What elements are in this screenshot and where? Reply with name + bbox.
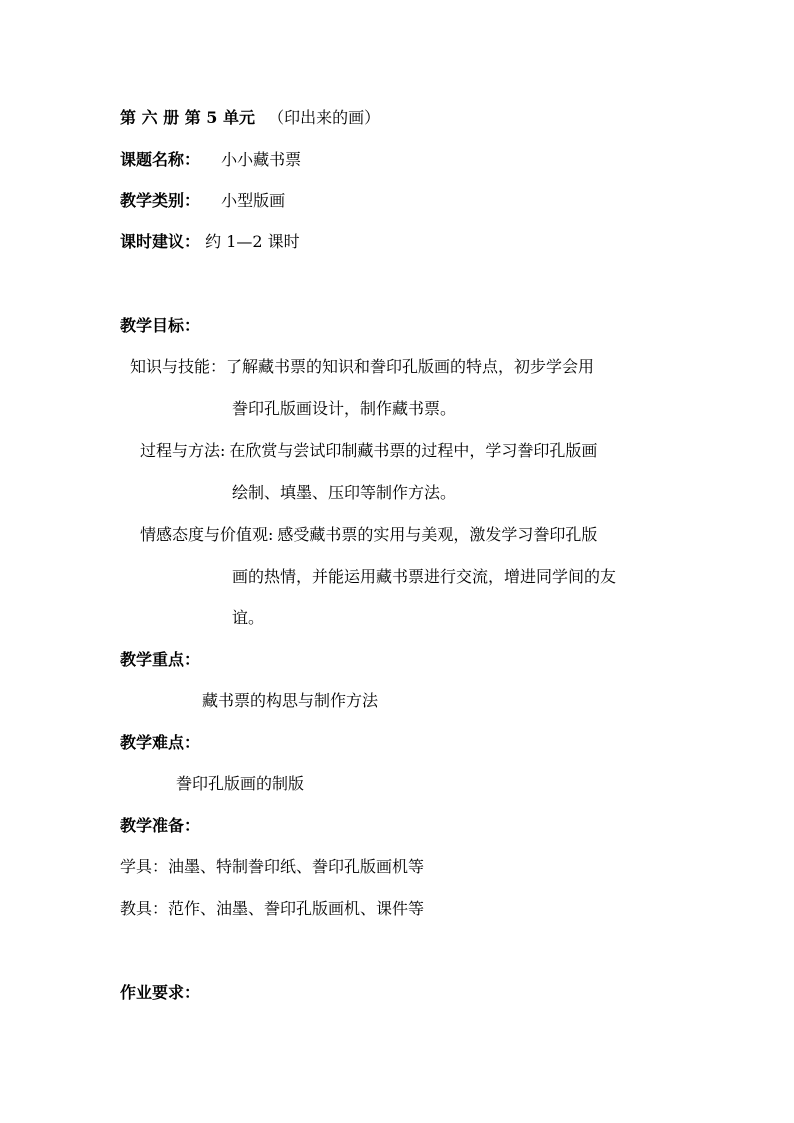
- emotion-text-1: 感受藏书票的实用与美观，激发学习誊印孔版: [277, 525, 598, 544]
- homework-heading: 作业要求：: [120, 983, 201, 1002]
- goals-heading: 教学目标：: [120, 316, 201, 335]
- emotion-line-3: 谊。: [232, 608, 265, 627]
- unit-header: [120, 108, 380, 128]
- knowledge-line-1: [130, 357, 594, 377]
- preparation-students: 学具：油墨、特制誊印纸、誊印孔版画机等: [120, 857, 425, 876]
- hours-label: 课时建议：: [120, 232, 201, 251]
- emotion-line-2: 画的热情，并能运用藏书票进行交流，增进同学间的友: [232, 567, 617, 586]
- emotion-label: 情感态度与价值观:: [140, 525, 274, 544]
- difficulties-heading: 教学难点：: [120, 733, 201, 752]
- process-label: 过程与方法:: [140, 441, 226, 460]
- category-value: 小型版画: [221, 191, 286, 210]
- process-text-1: 在欣赏与尝试印制藏书票的过程中，学习誊印孔版画: [229, 441, 598, 460]
- topic-row: [120, 150, 301, 170]
- unit-subtitle: （印出来的画）: [268, 108, 381, 127]
- topic-value: 小小藏书票: [221, 150, 302, 169]
- preparation-teacher: 教具：范作、油墨、誊印孔版画机、课件等: [120, 899, 425, 918]
- hours-row: [120, 232, 300, 252]
- emotion-line-1: [140, 525, 597, 545]
- book-unit: 第 六 册 第 5 单元: [120, 108, 255, 127]
- category-row: [120, 191, 285, 211]
- key-points-heading: 教学重点：: [120, 650, 201, 669]
- knowledge-line-2: 誊印孔版画设计，制作藏书票。: [232, 399, 457, 418]
- topic-label: 课题名称：: [120, 150, 201, 169]
- hours-value: 约 1—2 课时: [205, 232, 300, 251]
- preparation-heading: 教学准备：: [120, 816, 201, 835]
- category-label: 教学类别：: [120, 191, 201, 210]
- process-line-2: 绘制、填墨、压印等制作方法。: [232, 483, 457, 502]
- key-points-value: 藏书票的构思与制作方法: [202, 691, 379, 710]
- process-line-1: [140, 441, 597, 461]
- knowledge-text-1: 了解藏书票的知识和誊印孔版画的特点，初步学会用: [226, 357, 595, 376]
- difficulties-value: 誊印孔版画的制版: [176, 774, 305, 793]
- knowledge-label: 知识与技能：: [130, 357, 227, 376]
